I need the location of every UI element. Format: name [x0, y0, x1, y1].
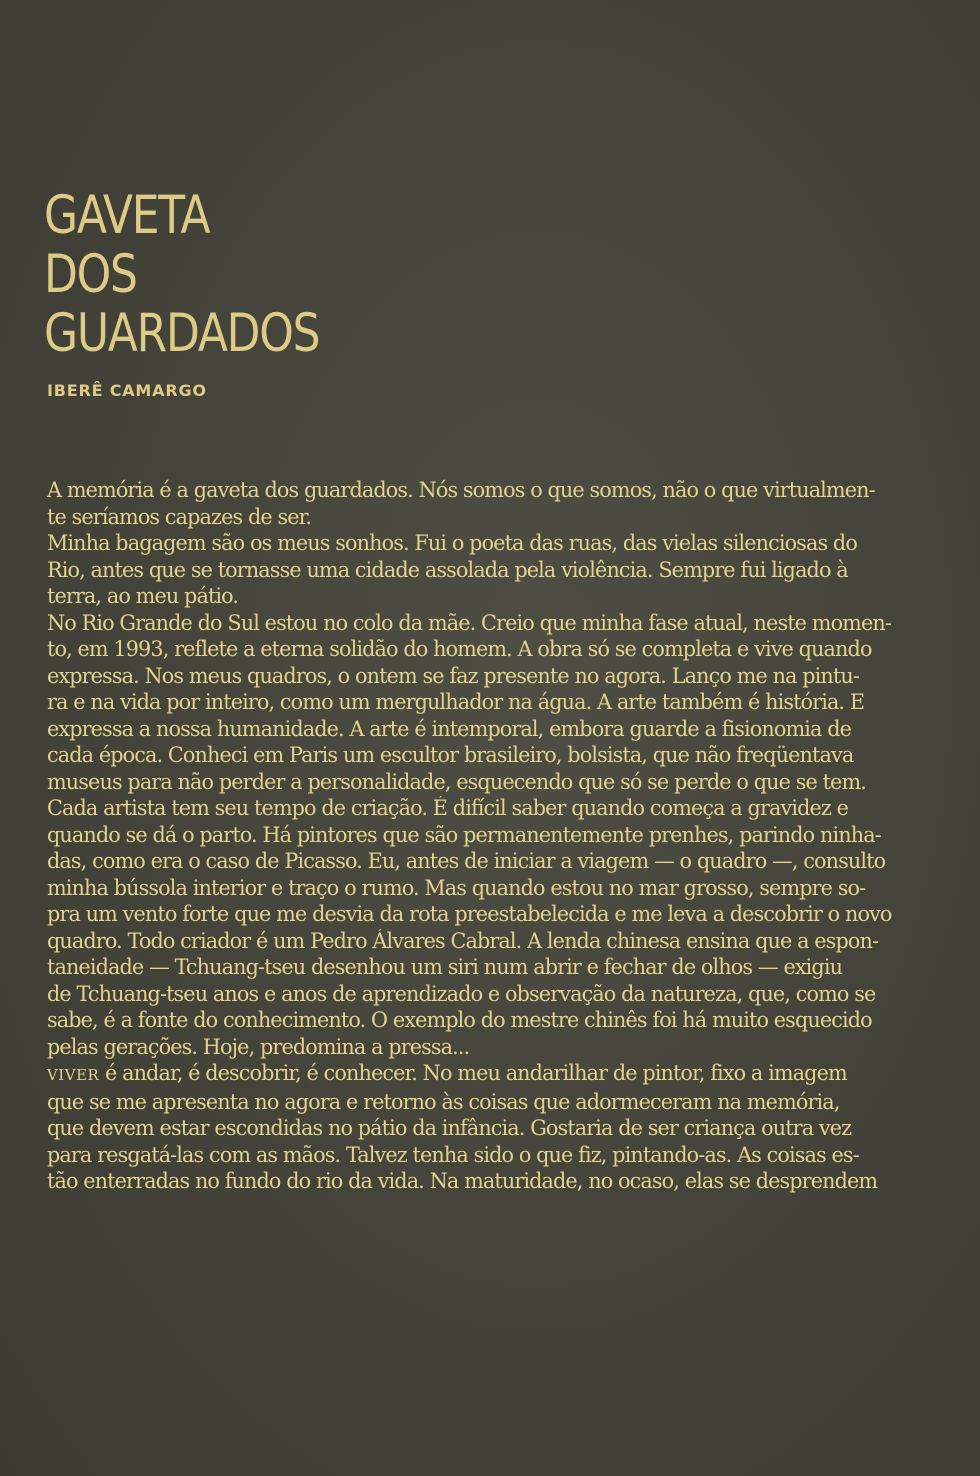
text-line: cada época. Conheci em Paris um escultor brasileiro, bolsista, que não freqüentava — [47, 743, 854, 767]
text-line: tão enterradas no fundo do rio da vida. Na maturidade, no ocaso, elas se desprendem — [47, 1169, 878, 1193]
text-line: expressa a nossa humanidade. A arte é intemporal, embora guarde a fisionomia de — [47, 716, 852, 741]
text-line: to, em 1993, reflete a eterna solidão do homem. A obra só se completa e vive quando — [47, 637, 872, 661]
text-line: A memória é a gaveta dos guardados. Nós somos o que somos, não o que virtualmen- — [47, 478, 875, 502]
text-line: das, como era o caso de Picasso. Eu, antes de iniciar a viagem — o quadro —, consulto — [47, 849, 886, 873]
text-line: taneidade — Tchuang-tseu desenhou um siri num abrir e fechar de olhos — exigiu — [47, 955, 843, 979]
text-line: expressa. Nos meus quadros, o ontem se faz presente no agora. Lanço me na pintu- — [47, 663, 859, 688]
text-line: te seríamos capazes de ser. — [47, 504, 312, 529]
text-line: de Tchuang-tseu anos e anos de aprendizado e observação da natureza, que, como se — [47, 981, 876, 1006]
text-line: minha bússola interior e traço o rumo. Mas quando estou no mar grosso, sempre so- — [47, 875, 866, 900]
title-line-2: DOS — [44, 244, 137, 305]
viver-smallcaps: VIVER — [47, 1066, 100, 1084]
text-line: sabe, é a fonte do conhecimento. O exemplo do mestre chinês foi há muito esquecido — [47, 1008, 872, 1032]
text-line-viver — [47, 1060, 937, 1089]
text-line: quadro. Todo criador é um Pedro Álvares Cabral. A lenda chinesa ensina que a espon- — [47, 928, 879, 953]
text-line: No Rio Grande do Sul estou no colo da mãe. Creio que minha fase atual, neste momen- — [47, 610, 892, 635]
artist-name: IBERÊ CAMARGO — [47, 381, 207, 400]
text-line: Minha bagagem são os meus sonhos. Fui o poeta das ruas, das vielas silenciosas do — [47, 531, 857, 555]
viver-rest: é andar, é descobrir, é conhecer. No meu andarilhar de pintor, fixo a imagem — [99, 1061, 847, 1085]
text-line: que devem estar escondidas no pátio da infância. Gostaria de ser criança outra vez — [47, 1116, 852, 1140]
exhibit-title — [44, 186, 319, 363]
title-line-1: GAVETA — [44, 185, 210, 246]
body-text — [47, 477, 947, 1195]
text-line: ra e na vida por inteiro, como um mergulhador na água. A arte também é história. E — [47, 690, 865, 714]
text-line: para resgatá-las com as mãos. Talvez tenha sido o que fiz, pintando-as. As coisas es- — [47, 1142, 859, 1167]
text-line: Cada artista tem seu tempo de criação. É difícil saber quando começa a gravidez e — [47, 796, 849, 820]
text-line: terra, ao meu pátio. — [47, 584, 239, 608]
text-line: pra um vento forte que me desvia da rota preestabelecida e me leva a descobrir o novo — [47, 902, 892, 926]
text-line: museus para não perder a personalidade, esquecendo que só se perde o que se tem. — [47, 769, 866, 794]
text-line: pelas gerações. Hoje, predomina a pressa... — [47, 1034, 470, 1059]
text-line: que se me apresenta no agora e retorno às coisas que adormeceram na memória, — [47, 1089, 840, 1114]
text-line: quando se dá o parto. Há pintores que são permanentemente prenhes, parindo ninha- — [47, 822, 881, 847]
text-line: Rio, antes que se tornasse uma cidade assolada pela violência. Sempre fui ligado à — [47, 557, 848, 582]
title-line-3: GUARDADOS — [44, 303, 320, 364]
